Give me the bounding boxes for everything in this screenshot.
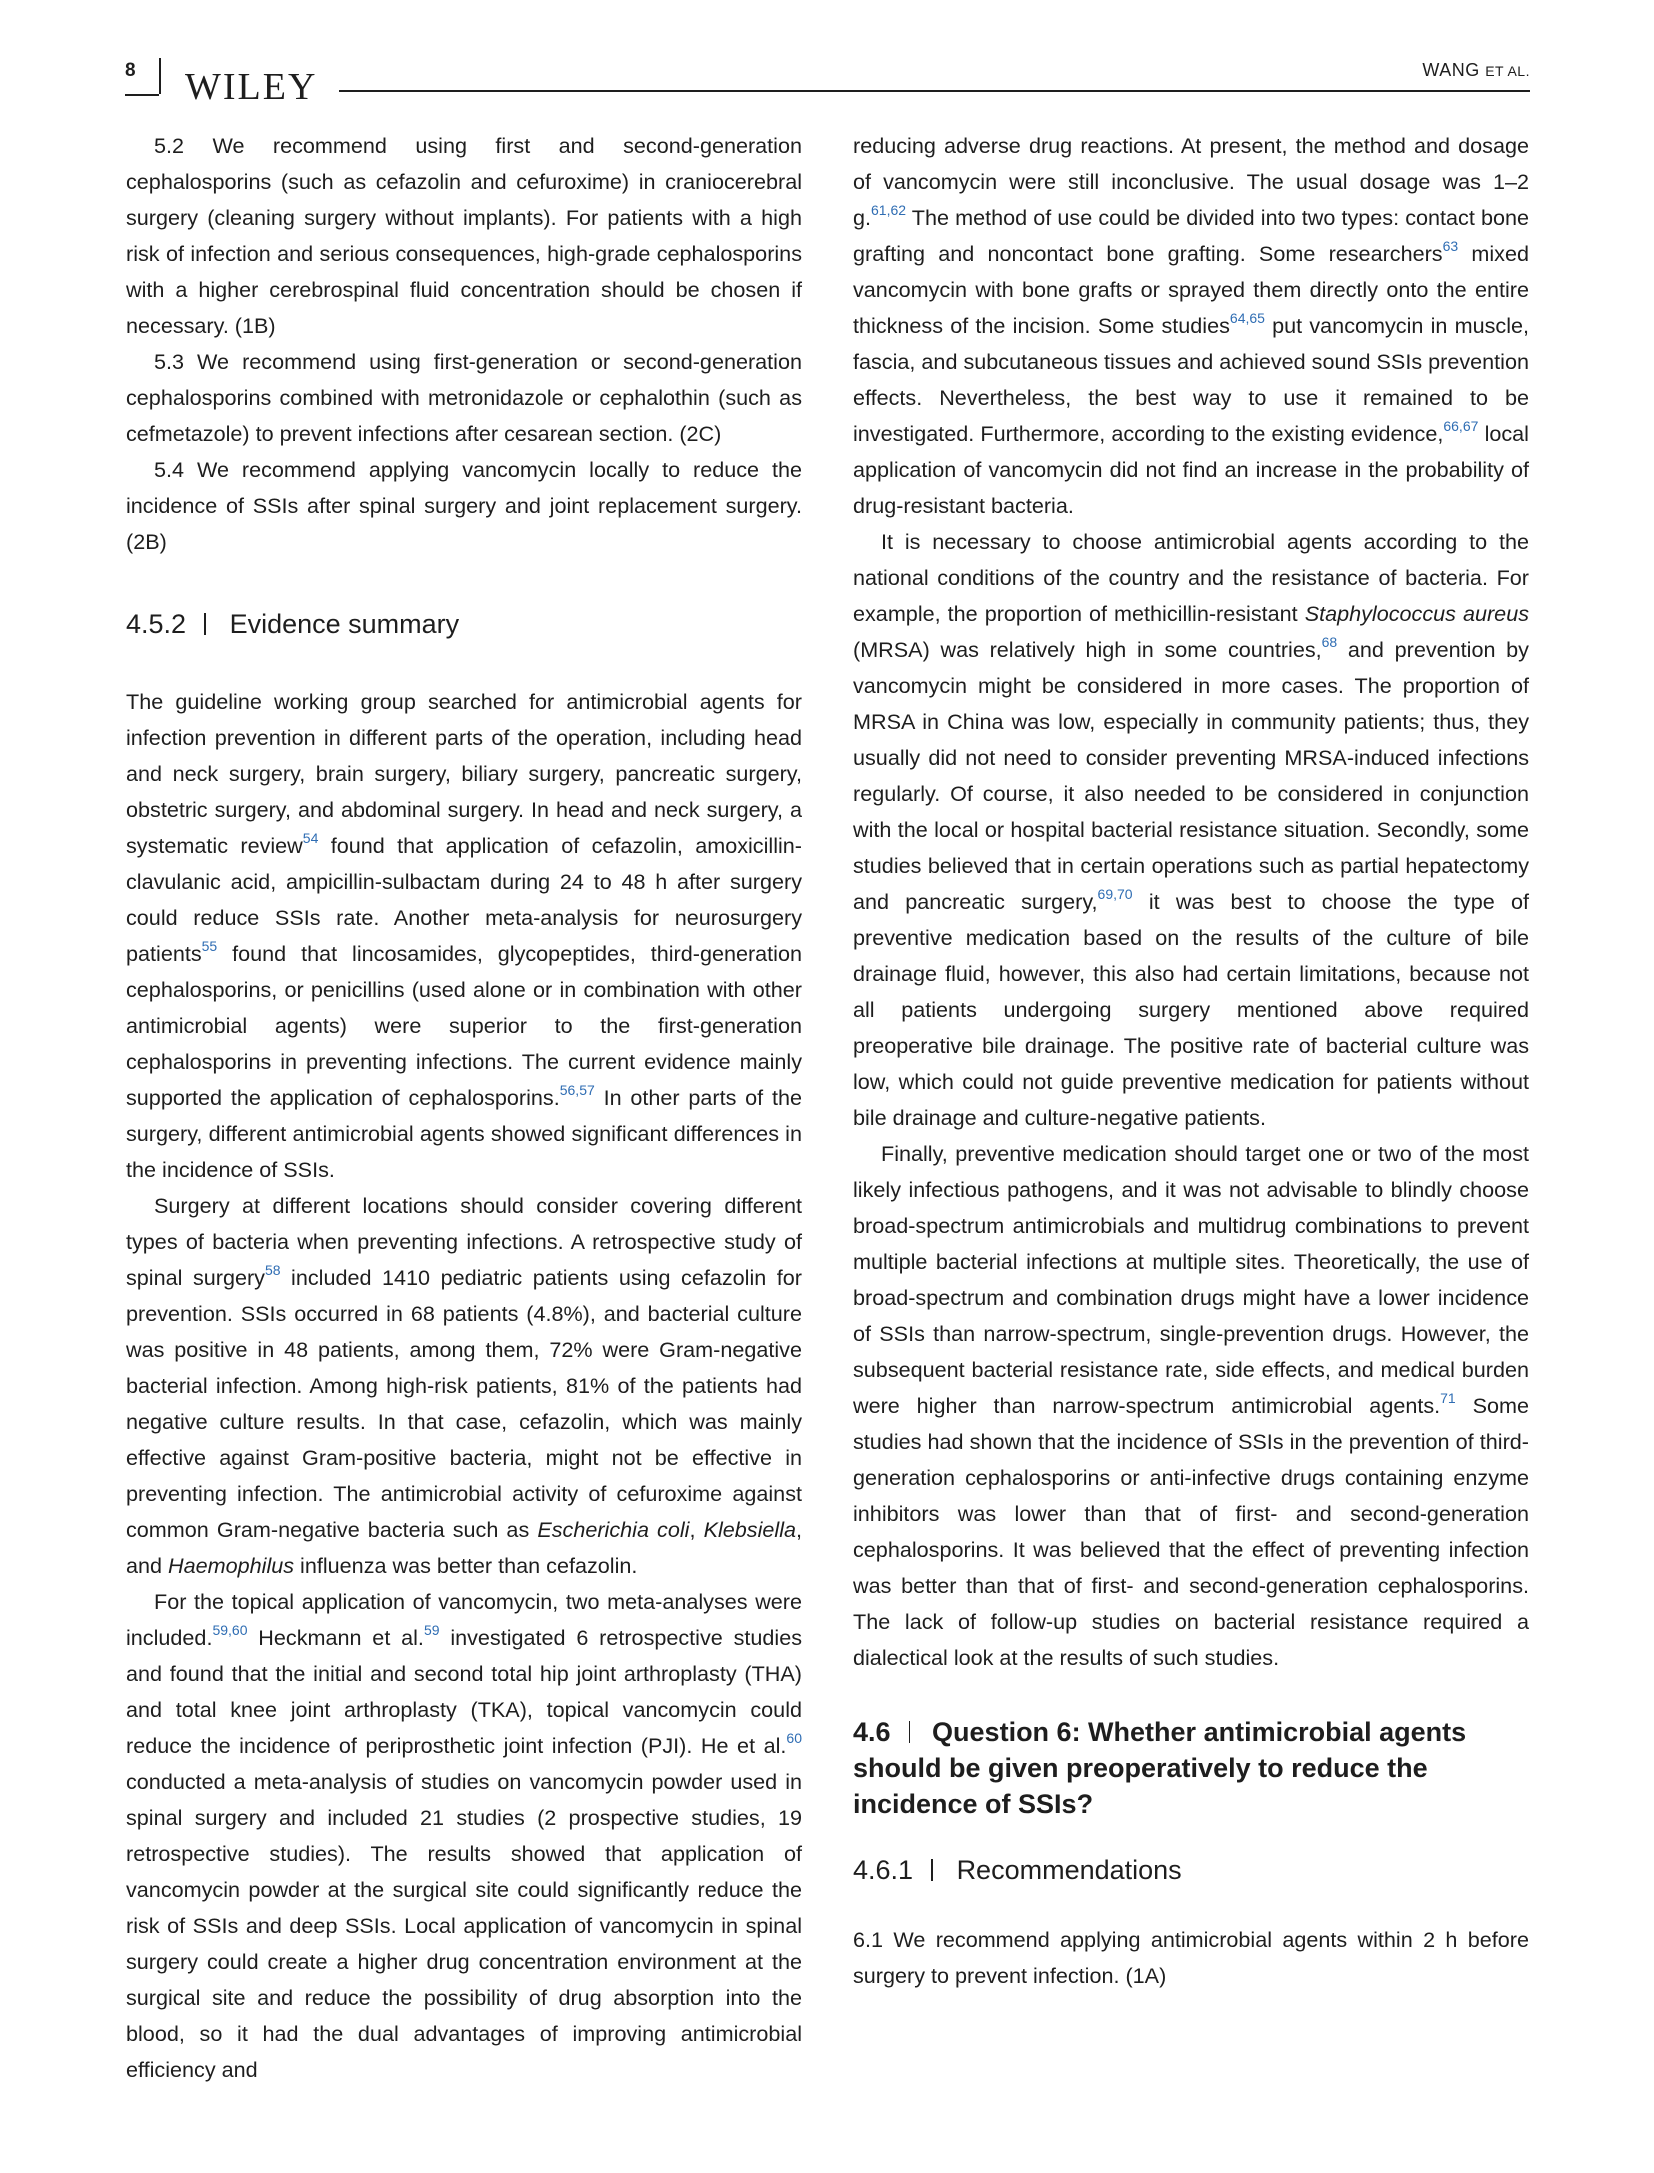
text-run: put vancomycin in muscle, fascia, and subcutaneous tissues and achieved sound SSIs prevention effects. Nevertheless, the best way to use it remained to be investigated. Furthermore, according to the existing evidence,	[853, 313, 1529, 446]
page-header	[125, 52, 1530, 108]
heading-title: Evidence summary	[229, 609, 460, 639]
text-run: It is necessary to choose antimicrobial agents according to the national conditions of the country and the resistance of bacteria. For example, the proportion of methicillin-resistant	[853, 529, 1529, 626]
citation-link[interactable]: 55	[201, 937, 218, 954]
running-author-suffix: ET AL.	[1485, 63, 1530, 79]
species-name: Klebsiella	[703, 1517, 797, 1542]
citation-link[interactable]: 68	[1321, 633, 1338, 650]
heading-question-6	[853, 1714, 1529, 1822]
species-name: Escherichia coli	[537, 1517, 690, 1542]
citation-link[interactable]: 59	[423, 1621, 440, 1638]
page-number-divider	[159, 58, 161, 94]
right-column	[853, 128, 1529, 1994]
text-run: local application of vancomycin did not find an increase in the probability of drug-resistant bacteria.	[853, 421, 1529, 518]
left-column	[126, 128, 802, 2088]
header-rule	[339, 90, 1530, 92]
evidence-paragraph-1	[126, 684, 802, 1188]
text-run: The guideline working group searched for antimicrobial agents for infection prevention in different parts of the operation, including head and neck surgery, brain surgery, biliary surgery, pancreatic surgery, obstetric surgery, and abdominal surgery. In head and neck surgery, a systematic review	[126, 689, 802, 858]
heading-evidence-summary	[126, 606, 802, 642]
page-number-underline	[125, 94, 159, 96]
citation-link[interactable]: 59,60	[212, 1621, 248, 1638]
text-run: found that application of cefazolin, amoxicillin-clavulanic acid, ampicillin-sulbactam during 24 to 48 h after surgery could reduce SSIs rate. Another meta-analysis for neurosurgery patients	[126, 833, 802, 966]
heading-separator	[204, 613, 206, 635]
subsection-title: Recommendations	[956, 1855, 1182, 1885]
running-author-name: WANG	[1422, 60, 1480, 80]
citation-link[interactable]: 69,70	[1097, 885, 1133, 902]
text-run: Surgery at different locations should consider covering different types of bacteria when preventing infections. A retrospective study of spinal surgery	[126, 1193, 802, 1290]
citation-link[interactable]: 64,65	[1229, 309, 1265, 326]
page-number: 8	[125, 60, 136, 81]
text-run: , and	[126, 1517, 803, 1578]
text-run: reducing adverse drug reactions. At present, the method and dosage of vancomycin were still inconclusive. The usual dosage was 1–2 g.	[853, 133, 1529, 230]
text-run: (MRSA) was relatively high in some countries,	[853, 637, 1322, 662]
citation-link[interactable]: 60	[786, 1729, 802, 1746]
evidence-paragraph-2	[126, 1188, 802, 1584]
heading-recommendations	[853, 1852, 1529, 1888]
section-number: 4.6	[853, 1717, 891, 1747]
species-name: Staphylococcus aureus	[1304, 601, 1529, 626]
text-run: The method of use could be divided into two types: contact bone grafting and noncontact bone grafting. Some researchers	[853, 205, 1529, 266]
citation-link[interactable]: 61,62	[871, 201, 907, 218]
evidence-paragraph-6	[853, 1136, 1529, 1676]
text-run: Finally, preventive medication should target one or two of the most likely infectious pathogens, and it was not advisable to blindly choose broad-spectrum antimicrobials and multidrug combinations to prevent multiple bacterial infections at multiple sites. Theoretically, the use of broad-spectrum and combination drugs might have a lower incidence of SSIs than narrow-spectrum, single-prevention drugs. However, the subsequent bacterial resistance rate, side effects, and medical burden were higher than narrow-spectrum antimicrobial agents.	[853, 1141, 1529, 1418]
text-run: For the topical application of vancomycin, two meta-analyses were included.	[126, 1589, 802, 1650]
section-title: Question 6: Whether antimicrobial agents should be given preoperatively to reduce the incidence of SSIs?	[853, 1717, 1467, 1819]
citation-link[interactable]: 56,57	[559, 1081, 595, 1098]
text-run: In other parts of the surgery, different antimicrobial agents showed significant differences in the incidence of SSIs.	[126, 1085, 802, 1182]
text-run: Heckmann et al.	[247, 1625, 424, 1650]
recommendation-5-3: 5.3 We recommend using first-generation or second-generation cephalosporins combined with metronidazole or cephalothin (such as cefmetazole) to prevent infections after cesarean section. (2C)	[126, 349, 802, 446]
evidence-paragraph-4	[853, 128, 1529, 524]
recommendation-5-2: 5.2 We recommend using first and second-generation cephalosporins (such as cefazolin and cefuroxime) in craniocerebral surgery (cleaning surgery without implants). For patients with a high risk of infection and serious consequences, high-grade cephalosporins with a higher cerebrospinal fluid concentration should be chosen if necessary. (1B)	[126, 133, 802, 338]
text-run: mixed vancomycin with bone grafts or sprayed them directly onto the entire thickness of the incision. Some studies	[853, 241, 1529, 338]
text-run: it was best to choose the type of preventive medication based on the results of the culture of bile drainage fluid, however, this also had certain limitations, because not all patients undergoing surgery mentioned above required preoperative bile drainage. The positive rate of bacterial culture was low, which could not guide preventive medication for patients without bile drainage and culture-negative patients.	[853, 889, 1529, 1130]
heading-separator	[931, 1859, 933, 1881]
evidence-paragraph-3	[126, 1584, 802, 2088]
citation-link[interactable]: 66,67	[1443, 417, 1479, 434]
recommendation-6-1: 6.1 We recommend applying antimicrobial agents within 2 h before surgery to prevent infection. (1A)	[853, 1927, 1529, 1988]
text-run: and prevention by vancomycin might be considered in more cases. The proportion of MRSA in China was low, especially in community patients; thus, they usually did not need to consider preventing MRSA-induced infections regularly. Of course, it also needed to be considered in conjunction with the local or hospital bacterial resistance situation. Secondly, some studies believed that in certain operations such as partial hepatectomy and pancreatic surgery,	[853, 637, 1529, 914]
text-run: investigated 6 retrospective studies and found that the initial and second total hip joint arthroplasty (THA) and total knee joint arthroplasty (TKA), topical vancomycin could reduce the incidence of periprosthetic joint infection (PJI). He et al.	[126, 1625, 802, 1758]
citation-link[interactable]: 71	[1440, 1389, 1456, 1406]
citation-link[interactable]: 58	[264, 1261, 281, 1278]
heading-separator	[909, 1721, 911, 1743]
text-run: ,	[689, 1517, 704, 1542]
text-run: Some studies had shown that the incidence of SSIs in the prevention of third-generation cephalosporins or anti-infective drugs containing enzyme inhibitors was lower than that of first- and second-generation cephalosporins. It was believed that the effect of preventing infection was better than that of first- and second-generation cephalosporins. The lack of follow-up studies on bacterial resistance required a dialectical look at the results of such studies.	[853, 1393, 1529, 1670]
text-run: found that lincosamides, glycopeptides, third-generation cephalosporins, or penicillins (used alone or in combination with other antimicrobial agents) were superior to the first-generation cephalosporins in preventing infections. The current evidence mainly supported the application of cephalosporins.	[126, 941, 802, 1110]
species-name: Haemophilus	[168, 1553, 295, 1578]
publisher-logo: WILEY	[185, 66, 318, 108]
running-author	[1422, 60, 1530, 81]
text-run: influenza was better than cefazolin.	[294, 1553, 638, 1578]
text-run: included 1410 pediatric patients using cefazolin for prevention. SSIs occurred in 68 patients (4.8%), and bacterial culture was positive in 48 patients, among them, 72% were Gram-negative bacterial infection. Among high-risk patients, 81% of the patients had negative culture results. In that case, cefazolin, which was mainly effective against Gram-positive bacteria, might not be effective in preventing infection. The antimicrobial activity of cefuroxime against common Gram-negative bacteria such as	[126, 1265, 802, 1542]
heading-number: 4.5.2	[126, 609, 187, 639]
citation-link[interactable]: 54	[302, 829, 319, 846]
recommendation-5-4: 5.4 We recommend applying vancomycin locally to reduce the incidence of SSIs after spinal surgery and joint replacement surgery. (2B)	[126, 457, 802, 554]
text-run: conducted a meta-analysis of studies on vancomycin powder used in spinal surgery and included 21 studies (2 prospective studies, 19 retrospective studies). The results showed that application of vancomycin powder at the surgical site could significantly reduce the risk of SSIs and deep SSIs. Local application of vancomycin in spinal surgery could create a higher drug concentration environment at the surgical site and reduce the possibility of drug absorption into the blood, so it had the dual advantages of improving antimicrobial efficiency and	[126, 1769, 802, 2082]
evidence-paragraph-5	[853, 524, 1529, 1136]
citation-link[interactable]: 63	[1442, 237, 1459, 254]
subsection-number: 4.6.1	[853, 1855, 914, 1885]
